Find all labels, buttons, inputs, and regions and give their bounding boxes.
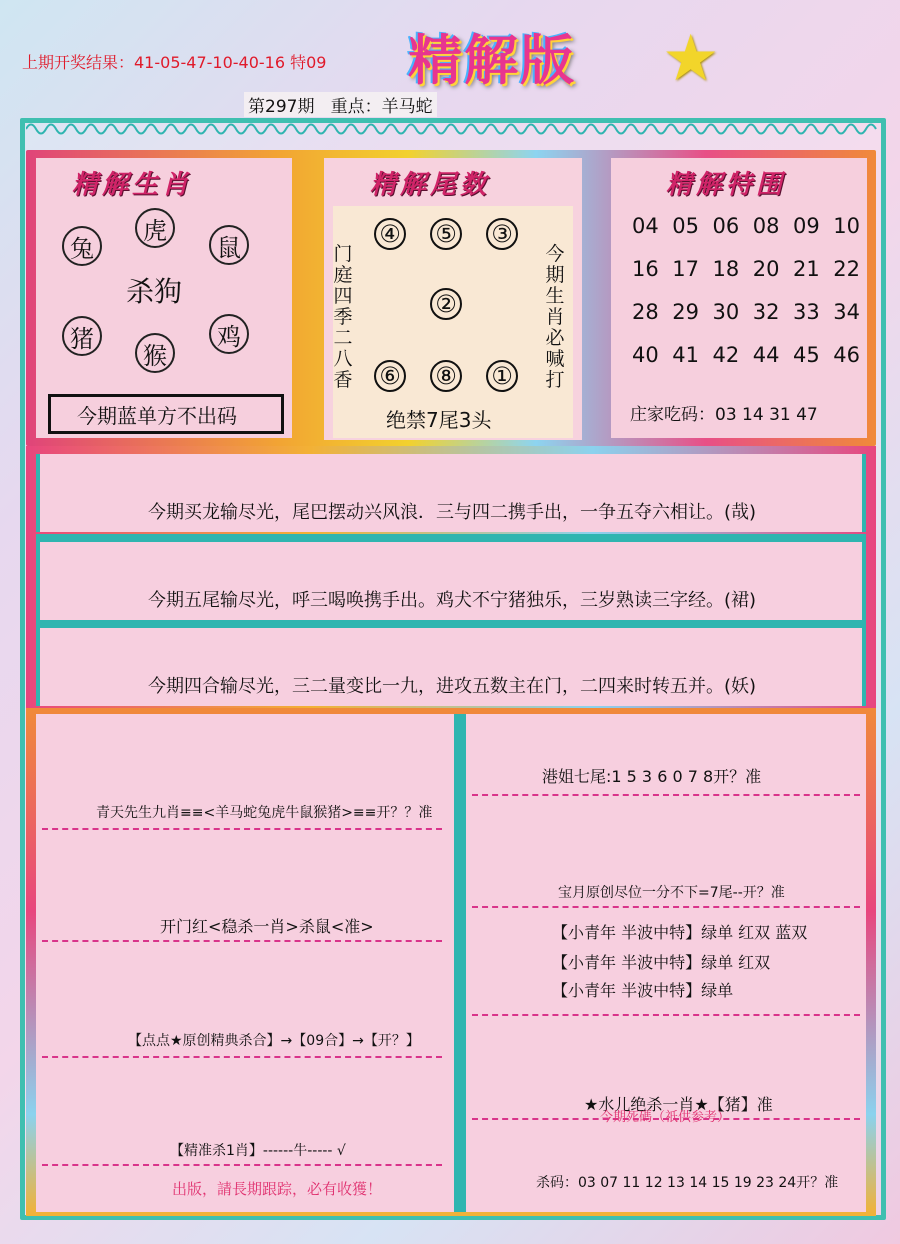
focus-value: 羊马蛇 [381, 97, 433, 117]
number-cell: 16 [632, 256, 659, 281]
star-icon: ★ [662, 22, 720, 96]
dashed-divider [472, 1014, 860, 1016]
poem-separator [36, 620, 866, 628]
right-line-1: 港姐七尾:1 5 3 6 0 7 8开？准 [542, 767, 762, 786]
number-row [632, 204, 860, 247]
number-cell: 18 [712, 256, 740, 281]
zodiac-pig: 猪 [62, 316, 102, 356]
banker-line [630, 400, 818, 425]
left-line-4: 【精准杀1肖】------牛----- √ [170, 1143, 346, 1159]
dashed-divider [42, 1164, 442, 1166]
number-cell: 46 [833, 342, 860, 367]
poem-separator [36, 534, 866, 542]
right-vertical-text: 今期生肖必喊打 [545, 243, 565, 391]
number-cell: 10 [833, 213, 860, 238]
dashed-divider [42, 940, 442, 942]
issue-number: 第297期 [248, 97, 315, 117]
number-cell: 45 [793, 342, 820, 367]
wave-line-3: 【小青年 半波中特】绿单 [552, 981, 734, 1000]
tail-number: ⑧ [430, 360, 462, 392]
tail-title: 精解尾数 [370, 170, 491, 200]
dashed-divider [42, 1056, 442, 1058]
number-cell: 32 [752, 299, 780, 324]
special-title: 精解特围 [666, 170, 787, 200]
number-row [632, 247, 860, 290]
poem-box [36, 542, 866, 620]
dashed-divider [42, 828, 442, 830]
focus-label: 重点： [330, 97, 382, 117]
tail-number: ④ [374, 218, 406, 250]
kill-dog-text: 杀狗 [126, 275, 183, 308]
tail-number: ② [430, 288, 462, 320]
zodiac-title: 精解生肖 [72, 170, 193, 200]
tail-number: ① [486, 360, 518, 392]
number-cell: 30 [712, 299, 740, 324]
number-cell: 28 [632, 299, 659, 324]
number-cell: 05 [672, 213, 699, 238]
dashed-divider [472, 906, 860, 908]
number-row [632, 290, 860, 333]
logo-text: 精解版 [408, 28, 576, 92]
right-column [466, 714, 866, 1212]
number-cell: 06 [712, 213, 740, 238]
number-cell: 34 [833, 299, 860, 324]
zodiac-tiger: 虎 [135, 208, 175, 248]
previous-result: 上期开奖结果：41-05-47-10-40-16 特09 [22, 53, 327, 72]
number-cell: 42 [712, 342, 740, 367]
poem-text: 今期五尾输尽光，呼三喝唤携手出。鸡犬不宁猪独乐，三岁熟读三字经。(裙) [148, 590, 757, 611]
zodiac-rat: 鼠 [209, 225, 249, 265]
special-number-grid [632, 204, 860, 376]
left-vertical-text: 门庭四季二八香 [333, 243, 353, 391]
tail-number: ③ [486, 218, 518, 250]
number-cell: 20 [752, 256, 780, 281]
blue-note-box [48, 394, 284, 434]
banker-numbers: 03 14 31 47 [715, 405, 818, 425]
footer-note: 出版，請長期跟踪，必有收獲！ [172, 1180, 383, 1198]
left-column [36, 714, 454, 1212]
tail-number: ⑤ [430, 218, 462, 250]
zodiac-rooster: 鸡 [209, 314, 249, 354]
number-cell: 17 [672, 256, 699, 281]
ban-text: 绝禁7尾3头 [386, 408, 492, 432]
number-cell: 04 [632, 213, 659, 238]
poem-text: 今期四合输尽光，三二量变比一九，进攻五数主在门，二四来时转五并。(妖) [148, 676, 757, 697]
left-line-2: 开门红<稳杀一肖>杀鼠<准> [160, 917, 374, 936]
number-cell: 22 [833, 256, 860, 281]
wave-border [26, 120, 880, 138]
column-separator [454, 714, 466, 1212]
tail-number: ⑥ [374, 360, 406, 392]
poem-box [36, 454, 866, 532]
issue-line [244, 92, 437, 117]
right-line-2: 宝月原创尽位一分不下=7尾--开？准 [558, 885, 785, 901]
left-line-1: 青天先生九肖≡≡<羊马蛇兔虎牛鼠猴猪>≡≡开？？准 [96, 805, 433, 821]
number-cell: 40 [632, 342, 659, 367]
number-cell: 21 [793, 256, 820, 281]
poem-text: 今期买龙输尽光，尾巴摆动兴风浪．三与四二携手出，一争五夺六相让。(哉) [148, 502, 757, 523]
dead-code-note: 今期死碼（祇供参考） [600, 1110, 731, 1125]
dashed-divider [472, 794, 860, 796]
zodiac-monkey: 猴 [135, 333, 175, 373]
wave-line-2: 【小青年 半波中特】绿单 红双 [552, 953, 771, 972]
poem-box [36, 628, 866, 706]
number-cell: 09 [793, 213, 820, 238]
number-cell: 41 [672, 342, 699, 367]
water-kill-line: ★水儿绝杀一肖★【猪】准 [584, 1095, 773, 1114]
number-cell: 29 [672, 299, 699, 324]
blue-note-text: 今期蓝单方不出码 [77, 403, 237, 428]
number-row [632, 333, 860, 376]
number-cell: 08 [752, 213, 780, 238]
wave-line-1: 【小青年 半波中特】绿单 红双 蓝双 [552, 923, 808, 942]
kill-codes-line: 杀码：03 07 11 12 13 14 15 19 23 24开？准 [536, 1175, 839, 1191]
left-line-3: 【点点★原创精典杀合】→【09合】→【开？】 [128, 1033, 420, 1049]
number-cell: 44 [752, 342, 780, 367]
number-cell: 33 [793, 299, 820, 324]
banker-label: 庄家吃码： [630, 405, 715, 425]
zodiac-rabbit: 兔 [62, 226, 102, 266]
